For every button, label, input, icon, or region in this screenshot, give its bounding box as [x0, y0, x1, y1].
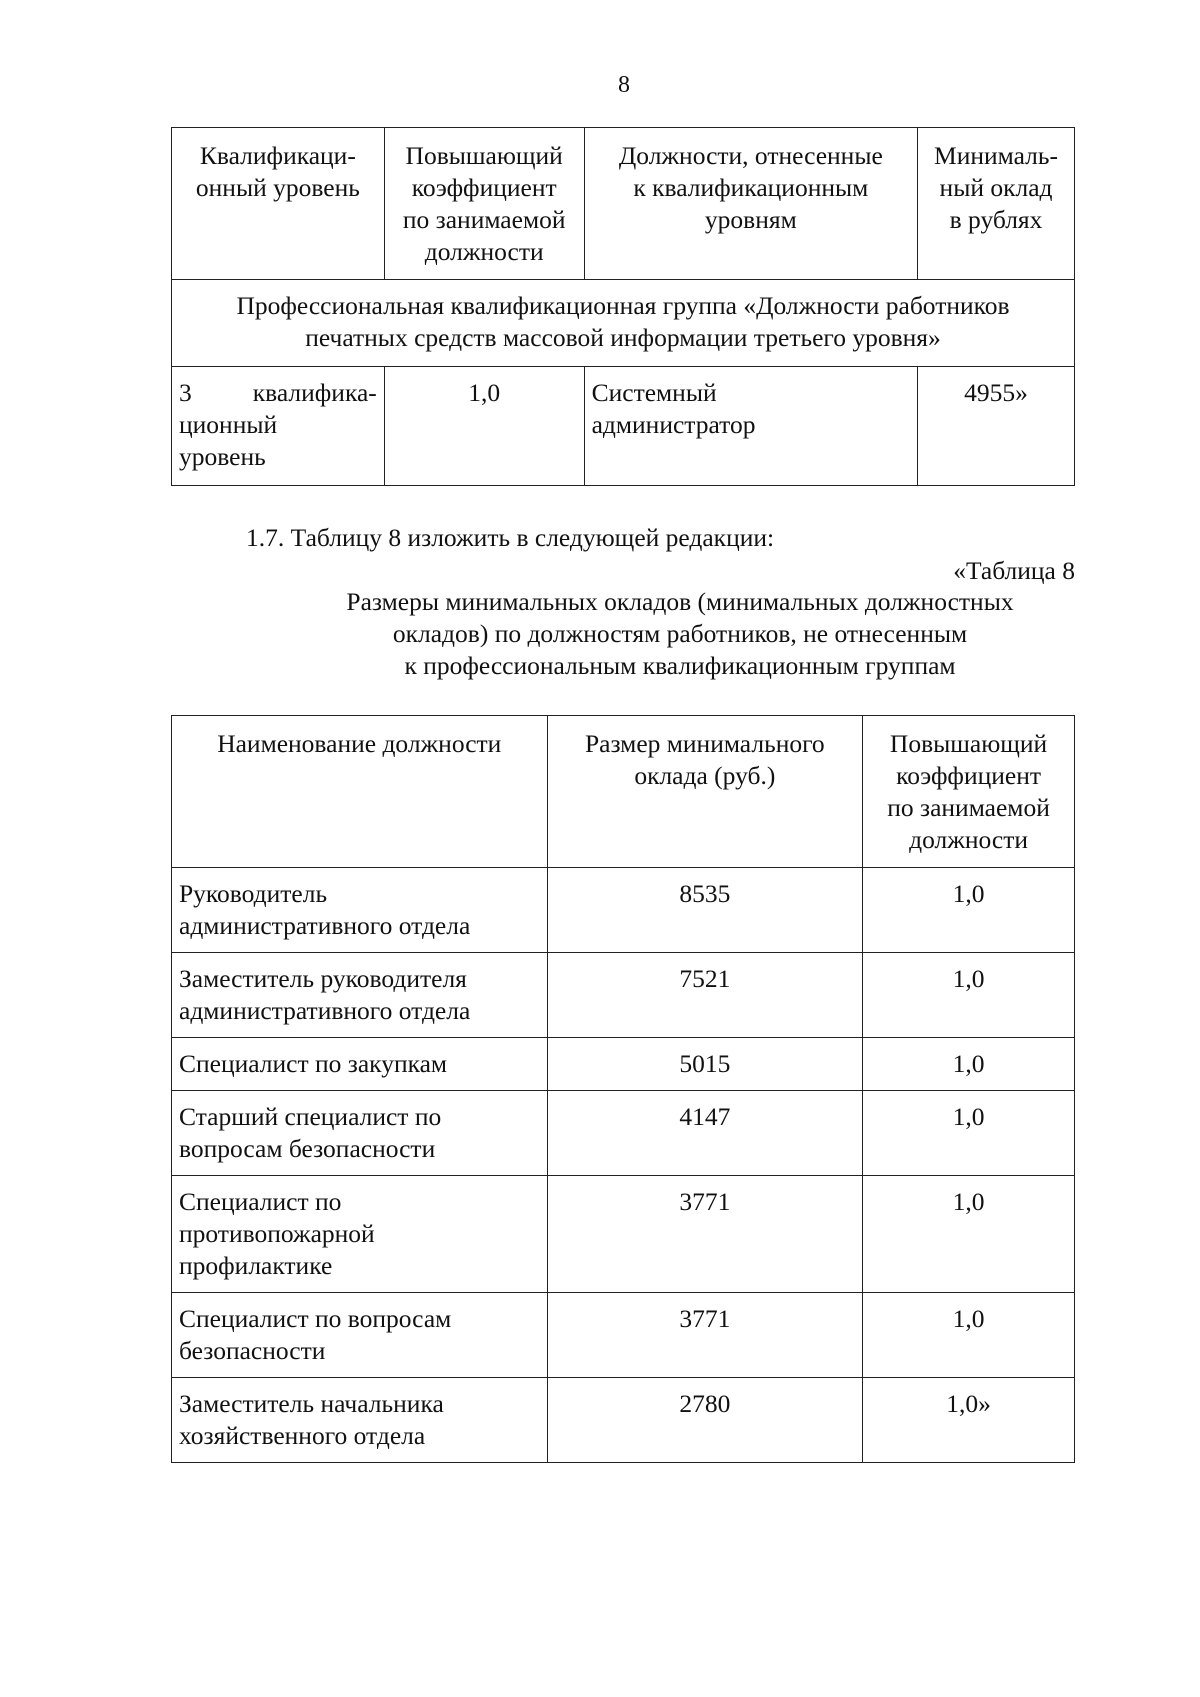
level-line: ционный: [179, 410, 278, 439]
header-cell: [547, 716, 863, 868]
table-title-line: к профессиональным квалификационным группам: [404, 651, 956, 680]
coef-cell: 1,0: [863, 1091, 1075, 1176]
header-line: онный уровень: [195, 173, 360, 202]
table-row: [172, 1038, 1075, 1091]
name-line: безопасности: [179, 1336, 326, 1365]
group-title-cell: [172, 280, 1075, 367]
position-line: Системный: [591, 378, 717, 407]
name-line: Специалист по вопросам: [179, 1304, 452, 1333]
group-row: [172, 280, 1075, 367]
header-line: к квалификационным: [633, 173, 869, 202]
salary-table: [171, 715, 1075, 1463]
name-line: Заместитель руководителя: [179, 964, 467, 993]
header-line: Минималь-: [934, 141, 1059, 170]
name-line: Руководитель: [179, 879, 328, 908]
salary-cell: 7521: [547, 953, 863, 1038]
coef-cell: 1,0»: [863, 1378, 1075, 1463]
header-cell: [584, 128, 917, 280]
salary-cell: 2780: [547, 1378, 863, 1463]
salary-cell: 5015: [547, 1038, 863, 1091]
salary-cell: 3771: [547, 1293, 863, 1378]
header-line: коэффициент: [411, 173, 557, 202]
qualification-table: [171, 127, 1075, 486]
table-header-row: [172, 128, 1075, 280]
name-line: Специалист по закупкам: [179, 1049, 448, 1078]
coef-cell: 1,0: [863, 1176, 1075, 1293]
header-line: Повышающий: [405, 141, 563, 170]
name-line: профилактике: [179, 1251, 333, 1280]
position-cell: [584, 367, 917, 486]
header-line: оклада (руб.): [634, 761, 776, 790]
level-cell: [172, 367, 385, 486]
name-line: административного отдела: [179, 996, 471, 1025]
group-title-line: печатных средств массовой информации третьего уровня»: [305, 323, 941, 352]
name-line: вопросам безопасности: [179, 1134, 436, 1163]
name-line: противопожарной: [179, 1219, 375, 1248]
header-cell: [863, 716, 1075, 868]
coef-cell: 1,0: [863, 1038, 1075, 1091]
header-line: уровням: [704, 205, 797, 234]
coef-cell: 1,0: [863, 1293, 1075, 1378]
page-number: 8: [618, 72, 630, 98]
header-line: Должности, отнесенные: [618, 141, 883, 170]
table-label: «Таблица 8: [953, 556, 1075, 585]
name-line: Специалист по: [179, 1187, 342, 1216]
level-number: 3: [179, 378, 192, 407]
level-line: уровень: [179, 442, 266, 471]
amendment-text: 1.7. Таблицу 8 изложить в следующей редакции:: [246, 523, 775, 552]
table-header-row: [172, 716, 1075, 868]
header-line: в рублях: [949, 205, 1043, 234]
coef-cell: 1,0: [863, 868, 1075, 953]
table-row: [172, 1378, 1075, 1463]
salary-cell: 3771: [547, 1176, 863, 1293]
position-line: администратор: [591, 410, 756, 439]
header-cell: [384, 128, 584, 280]
salary-cell: 8535: [547, 868, 863, 953]
name-line: Заместитель начальника: [179, 1389, 444, 1418]
header-cell: [172, 716, 548, 868]
table-row: [172, 1091, 1075, 1176]
position-name-cell: [172, 1176, 548, 1293]
name-line: хозяйственного отдела: [179, 1421, 426, 1450]
table-row: [172, 868, 1075, 953]
header-cell: [172, 128, 385, 280]
group-title-line: Профессиональная квалификационная группа «Должности работников: [236, 291, 1010, 320]
name-line: административного отдела: [179, 911, 471, 940]
header-line: Квалификаци-: [199, 141, 356, 170]
header-line: по занимаемой: [402, 205, 566, 234]
header-line: должности: [424, 237, 544, 266]
header-line: коэффициент: [896, 761, 1041, 790]
position-name-cell: [172, 1293, 548, 1378]
position-name-cell: [172, 868, 548, 953]
level-word: квалифика-: [252, 378, 377, 407]
salary-cell: 4955»: [918, 367, 1075, 486]
position-name-cell: [172, 1091, 548, 1176]
position-name-cell: [172, 1378, 548, 1463]
name-line: Старший специалист по: [179, 1102, 442, 1131]
level-first-line: [179, 377, 377, 409]
coef-cell: 1,0: [384, 367, 584, 486]
header-line: Размер минимального: [584, 729, 825, 758]
table-title-line: окладов) по должностям работников, не отнесенным: [392, 619, 968, 648]
position-name-cell: [172, 953, 548, 1038]
header-line: должности: [909, 825, 1028, 854]
header-cell: [918, 128, 1075, 280]
header-line: Наименование должности: [217, 729, 502, 758]
table-title-line: Размеры минимальных окладов (минимальных должностных: [346, 587, 1014, 616]
salary-cell: 4147: [547, 1091, 863, 1176]
position-name-cell: [172, 1038, 548, 1091]
coef-cell: 1,0: [863, 953, 1075, 1038]
table-row: [172, 367, 1075, 486]
header-line: Повышающий: [889, 729, 1048, 758]
header-line: ный оклад: [939, 173, 1053, 202]
table-row: [172, 1176, 1075, 1293]
header-line: по занимаемой: [887, 793, 1050, 822]
table-row: [172, 1293, 1075, 1378]
table-title: [0, 586, 1200, 682]
table-row: [172, 953, 1075, 1038]
